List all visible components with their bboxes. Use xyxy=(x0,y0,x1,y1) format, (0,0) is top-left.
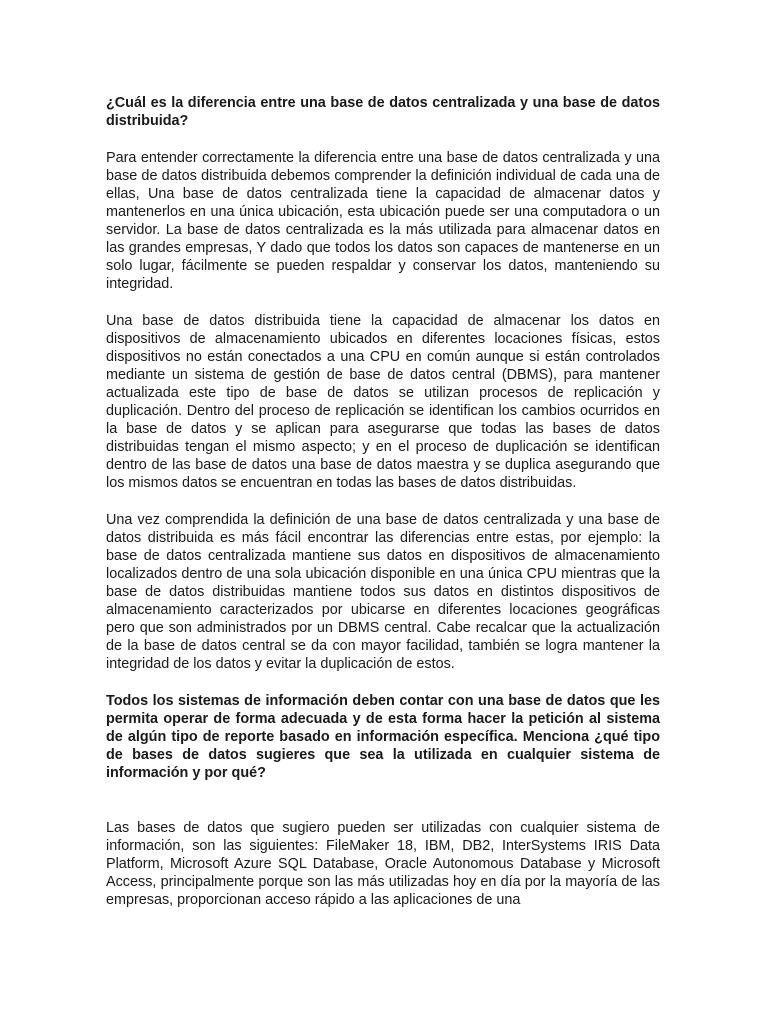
document-body xyxy=(106,94,660,909)
paragraph-distributed-definition: Una base de datos distribuida tiene la capacidad de almacenar los datos en dispositivos de almacenamiento ubicados en diferentes locaciones físicas, estos dispositivos no están conectados a una CPU en común aunque si están controlados mediante un sistema de gestión de base de datos central (DBMS), para mantener actualizada este tipo de base de datos se utilizan procesos de replicación y duplicación. Dentro del proceso de replicación se identifican los cambios ocurridos en la base de datos y se aplican para asegurarse que todas las bases de datos distribuidas tengan el mismo aspecto; y en el proceso de duplicación se identifican dentro de las base de datos una base de datos maestra y se duplica asegurando que los mismos datos se encuentran en todas las bases de datos distribuidas. xyxy=(106,313,660,491)
paragraph-suggested-databases: Las bases de datos que sugiero pueden ser utilizadas con cualquier sistema de información, son las siguientes: FileMaker 18, IBM, DB2, InterSystems IRIS Data Platform, Microsoft Azure SQL Database, Oracle Autonomous Database y Microsoft Access, principalmente porque son las más utilizadas hoy en día por la mayoría de las empresas, proporcionan acceso rápido a las aplicaciones de una xyxy=(106,820,660,908)
paragraph-centralized-definition: Para entender correctamente la diferencia entre una base de datos centralizada y una base de datos distribuida debemos comprender la definición individual de cada una de ellas, Una base de datos centralizada tiene la capacidad de almacenar datos y mantenerlos en una única ubicación, esta ubicación puede ser una computadora o un servidor. La base de datos centralizada es la más utilizada para almacenar datos en las grandes empresas, Y dado que todos los datos son capaces de mantenerse en un solo lugar, fácilmente se pueden respaldar y conservar los datos, manteniendo su integridad. xyxy=(106,150,660,292)
question-heading-2: Todos los sistemas de información deben contar con una base de datos que les permita operar de forma adecuada y de esta forma hacer la petición al sistema de algún tipo de reporte basado en información específica. Menciona ¿qué tipo de bases de datos sugieres que sea la utilizada en cualquier sistema de información y por qué? xyxy=(106,693,660,781)
question-heading-1: ¿Cuál es la diferencia entre una base de datos centralizada y una base de datos distribuida? xyxy=(106,95,660,129)
paragraph-differences: Una vez comprendida la definición de una base de datos centralizada y una base de datos distribuida es más fácil encontrar las diferencias entre estas, por ejemplo: la base de datos centralizada mantiene sus datos en dispositivos de almacenamiento localizados dentro de una sola ubicación disponible en una única CPU mientras que la base de datos distribuidas mantiene todos sus datos en distintos dispositivos de almacenamiento caracterizados por ubicarse en diferentes locaciones geográficas pero que son administrados por un DBMS central. Cabe recalcar que la actualización de la base de datos central se da con mayor facilidad, también se logra mantener la integridad de los datos y evitar la duplicación de estos. xyxy=(106,512,660,672)
